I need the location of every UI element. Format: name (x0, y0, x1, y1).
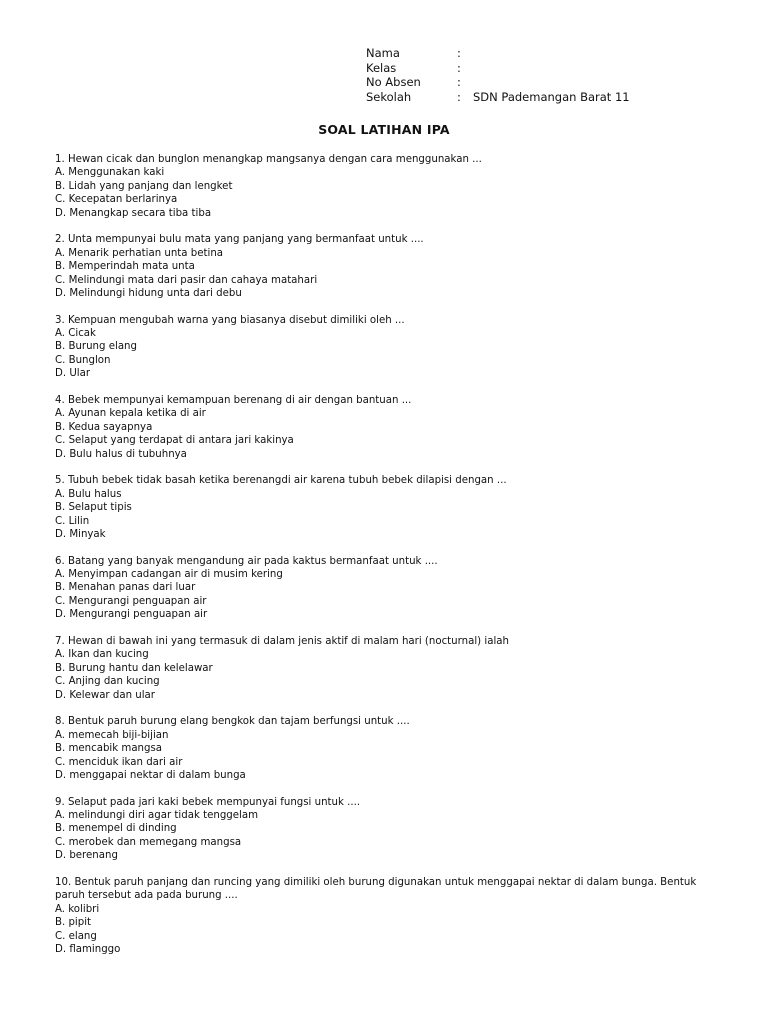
option-a: A. Cicak (55, 328, 96, 340)
option-b: B. Memperindah mata unta (55, 261, 195, 273)
option-c: C. Lilin (55, 515, 90, 527)
question-text: 5. Tubuh bebek tidak basah ketika berenangdi air karena tubuh bebek dilapisi dengan ... (55, 475, 507, 487)
option-a: A. Ikan dan kucing (55, 649, 149, 661)
question-text: 9. Selaput pada jari kaki bebek mempunyai fungsi untuk .... (55, 796, 361, 808)
question-5 (55, 474, 720, 541)
option-a: A. melindungi diri agar tidak tenggelam (55, 810, 259, 822)
option-d: D. berenang (55, 850, 118, 862)
option-d: D. Ular (55, 368, 91, 380)
question-1 (55, 153, 720, 220)
option-d: D. flaminggo (55, 943, 121, 955)
option-b: B. Burung elang (55, 341, 137, 353)
option-a: A. kolibri (55, 903, 100, 915)
option-c: C. Kecepatan berlarinya (55, 194, 178, 206)
question-text: 8. Bentuk paruh burung elang bengkok dan tajam berfungsi untuk .... (55, 716, 410, 728)
info-colon: : (457, 75, 461, 90)
option-b: B. Menahan panas dari luar (55, 582, 196, 594)
option-c: C. Mengurangi penguapan air (55, 595, 207, 607)
option-c: C. Selaput yang terdapat di antara jari kakinya (55, 435, 294, 447)
info-row-no-absen (366, 75, 630, 90)
info-label: Kelas (366, 60, 397, 75)
question-list (55, 153, 720, 970)
question-text: 10. Bentuk paruh panjang dan runcing yang dimiliki oleh burung digunakan untuk menggapai nektar di dalam bunga. Bentuk paruh tersebut ada pada burung .... (55, 876, 697, 902)
question-9 (55, 796, 720, 863)
info-label: No Absen (366, 75, 421, 90)
question-4 (55, 394, 720, 461)
question-8 (55, 715, 720, 782)
question-7 (55, 635, 720, 702)
question-text: 3. Kempuan mengubah warna yang biasanya disebut dimiliki oleh ... (55, 314, 405, 326)
option-a: A. Menyimpan cadangan air di musim kering (55, 569, 283, 581)
info-label: Nama (366, 46, 400, 60)
option-c: C. elang (55, 930, 97, 942)
question-text: 6. Batang yang banyak mengandung air pada kaktus bermanfaat untuk .... (55, 555, 438, 567)
question-6 (55, 555, 720, 622)
question-text: 2. Unta mempunyai bulu mata yang panjang yang bermanfaat untuk .... (55, 234, 424, 246)
option-b: B. Kedua sayapnya (55, 421, 153, 433)
option-d: D. Melindungi hidung unta dari debu (55, 287, 242, 299)
option-d: D. Menangkap secara tiba tiba (55, 207, 212, 219)
page-title: SOAL LATIHAN IPA (318, 122, 450, 137)
info-row-kelas (366, 61, 630, 76)
option-b: B. menempel di dinding (55, 823, 177, 835)
option-c: C. Anjing dan kucing (55, 676, 160, 688)
info-row-sekolah (366, 90, 630, 105)
option-d: D. Minyak (55, 528, 106, 540)
question-text: 7. Hewan di bawah ini yang termasuk di dalam jenis aktif di malam hari (nocturnal) ialah (55, 635, 509, 647)
option-a: A. Ayunan kepala ketika di air (55, 408, 206, 420)
info-colon: : (457, 46, 461, 60)
option-a: A. memecah biji-bijian (55, 729, 169, 741)
option-b: B. Burung hantu dan kelelawar (55, 662, 213, 674)
option-a: A. Menarik perhatian unta betina (55, 247, 224, 259)
info-colon: : (457, 60, 461, 75)
student-info-block (366, 46, 630, 105)
option-c: C. menciduk ikan dari air (55, 756, 183, 768)
option-d: D. Kelewar dan ular (55, 689, 155, 701)
question-text: 1. Hewan cicak dan bunglon menangkap mangsanya dengan cara menggunakan ... (55, 154, 482, 165)
option-c: C. merobek dan memegang mangsa (55, 836, 242, 848)
question-10 (55, 876, 720, 956)
option-a: A. Bulu halus (55, 488, 122, 500)
info-colon: : (457, 90, 461, 105)
question-3 (55, 314, 720, 381)
option-b: B. pipit (55, 917, 92, 929)
question-text: 4. Bebek mempunyai kemampuan berenang di air dengan bantuan ... (55, 394, 412, 406)
option-a: A. Menggunakan kaki (55, 167, 165, 179)
question-2 (55, 233, 720, 300)
option-b: B. Selaput tipis (55, 502, 132, 514)
info-row-nama (366, 46, 630, 61)
option-d: D. menggapai nektar di dalam bunga (55, 769, 246, 781)
option-c: C. Bunglon (55, 354, 111, 366)
option-c: C. Melindungi mata dari pasir dan cahaya matahari (55, 274, 318, 286)
option-d: D. Bulu halus di tubuhnya (55, 448, 187, 460)
info-label: Sekolah (366, 90, 412, 105)
option-b: B. Lidah yang panjang dan lengket (55, 180, 233, 192)
option-b: B. mencabik mangsa (55, 743, 163, 755)
info-value: SDN Pademangan Barat 11 (473, 90, 630, 105)
option-d: D. Mengurangi penguapan air (55, 609, 208, 621)
